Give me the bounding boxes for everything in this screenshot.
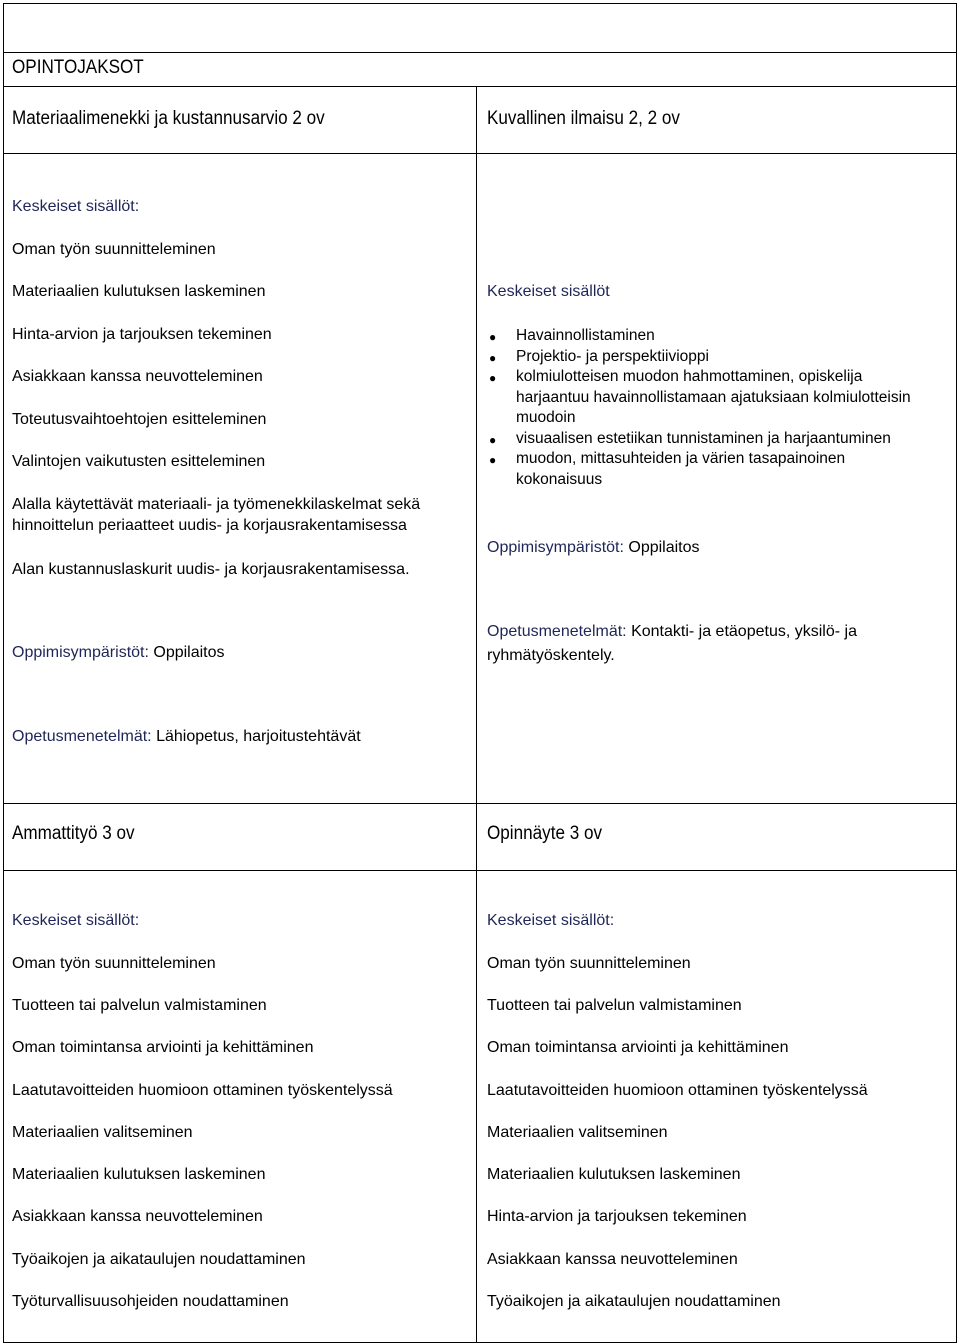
rule-row1-heading: [3, 153, 957, 154]
content-item: Asiakkaan kanssa neuvotteleminen: [12, 368, 263, 385]
learning-environment: [12, 643, 225, 663]
content-item: Oman toimintansa arviointi ja kehittäminen: [12, 1039, 314, 1056]
contents-label: Keskeiset sisällöt:: [487, 912, 615, 929]
content-item: Alan kustannuslaskurit uudis- ja korjausrakentamisessa.: [12, 561, 410, 578]
content-item: Tuotteen tai palvelun valmistaminen: [487, 997, 742, 1014]
learning-environment-value: Oppilaitos: [623, 539, 700, 556]
content-item: Materiaalien kulutuksen laskeminen: [12, 1166, 266, 1183]
contents-label: Keskeiset sisällöt:: [12, 198, 140, 215]
list-item: ● Havainnollistaminen: [489, 327, 655, 344]
content-item: Toteutusvaihtoehtojen esitteleminen: [12, 411, 267, 428]
content-item: Hinta-arvion ja tarjouksen tekeminen: [487, 1208, 747, 1225]
list-item: ● kolmiulotteisen muodon hahmottaminen, opiskelija harjaantuu havainnollistamaan ajatuksiaan kolmiulotteisin muodoin: [489, 368, 911, 426]
bullet-icon: ●: [489, 453, 497, 467]
teaching-methods-value: Lähiopetus, harjoitustehtävät: [151, 728, 361, 745]
content-item: Työaikojen ja aikataulujen noudattaminen: [12, 1251, 306, 1268]
content-item: Oman työn suunnitteleminen: [12, 955, 216, 972]
teaching-methods-value: Kontakti- ja etäopetus, yksilö- ja: [626, 623, 857, 640]
learning-environment: [487, 538, 700, 558]
content-item: Laatutavoitteiden huomioon ottaminen työskentelyssä: [12, 1082, 393, 1099]
teaching-methods-label: Opetusmenetelmät:: [12, 728, 152, 745]
column-divider-2: [476, 803, 477, 1343]
content-item: Oman työn suunnitteleminen: [487, 955, 691, 972]
rule-row2-top: [3, 803, 957, 804]
rule-top: [3, 52, 957, 53]
content-item: Laatutavoitteiden huomioon ottaminen työskentelyssä: [487, 1082, 868, 1099]
content-item: Materiaalien kulutuksen laskeminen: [12, 283, 266, 300]
content-bullet-list: [487, 326, 927, 490]
content-paragraph-line: hinnoittelun periaatteet uudis- ja korjausrakentamisessa: [12, 517, 407, 534]
content-paragraph-line: Alalla käytettävät materiaali- ja työmenekkilaskelmat sekä: [12, 496, 421, 513]
content-item: Asiakkaan kanssa neuvotteleminen: [12, 1208, 263, 1225]
bullet-icon: ●: [489, 350, 497, 365]
bullet-icon: ●: [489, 371, 497, 385]
column-divider-1: [476, 86, 477, 804]
content-item: Tuotteen tai palvelun valmistaminen: [12, 997, 267, 1014]
learning-environment-label: Oppimisympäristöt:: [12, 644, 149, 661]
contents-label: Keskeiset sisällöt:: [12, 912, 140, 929]
content-item: Valintojen vaikutusten esitteleminen: [12, 453, 266, 470]
contents-label: Keskeiset sisällöt: [487, 283, 610, 300]
content-item: Työaikojen ja aikataulujen noudattaminen: [487, 1293, 781, 1310]
content-item: Hinta-arvion ja tarjouksen tekeminen: [12, 326, 272, 343]
content-item: Oman toimintansa arviointi ja kehittäminen: [487, 1039, 789, 1056]
section-title: OPINTOJAKSOT: [12, 57, 144, 78]
list-item: ● muodon, mittasuhteiden ja värien tasapainoinen kokonaisuus: [489, 450, 846, 488]
content-item: Oman työn suunnitteleminen: [12, 241, 216, 258]
teaching-methods: [12, 727, 361, 747]
content-item: Materiaalien valitseminen: [487, 1124, 668, 1141]
content-item: Materiaalien kulutuksen laskeminen: [487, 1166, 741, 1183]
course-title-kuvallinen-ilmaisu: Kuvallinen ilmaisu 2, 2 ov: [487, 108, 680, 129]
content-item: Asiakkaan kanssa neuvotteleminen: [487, 1251, 738, 1268]
teaching-methods: [487, 622, 857, 642]
list-item: ● visuaalisen estetiikan tunnistaminen ja harjaantuminen: [489, 429, 891, 447]
bullet-icon: ●: [489, 432, 497, 447]
course-title-materiaalimenekki: Materiaalimenekki ja kustannusarvio 2 ov: [12, 108, 325, 129]
course-title-ammattityo: Ammattityö 3 ov: [12, 823, 135, 844]
rule-row2-heading: [3, 870, 957, 871]
learning-environment-value: Oppilaitos: [148, 644, 225, 661]
course-title-opinnayte: Opinnäyte 3 ov: [487, 823, 603, 844]
rule-title: [3, 86, 957, 87]
teaching-methods-label: Opetusmenetelmät:: [487, 623, 627, 640]
list-item: ● Projektio- ja perspektiivioppi: [489, 347, 709, 365]
content-item: Työturvallisuusohjeiden noudattaminen: [12, 1293, 289, 1310]
learning-environment-label: Oppimisympäristöt:: [487, 539, 624, 556]
bullet-icon: ●: [489, 330, 497, 344]
teaching-methods-continued: ryhmätyöskentely.: [487, 647, 615, 664]
content-item: Materiaalien valitseminen: [12, 1124, 193, 1141]
